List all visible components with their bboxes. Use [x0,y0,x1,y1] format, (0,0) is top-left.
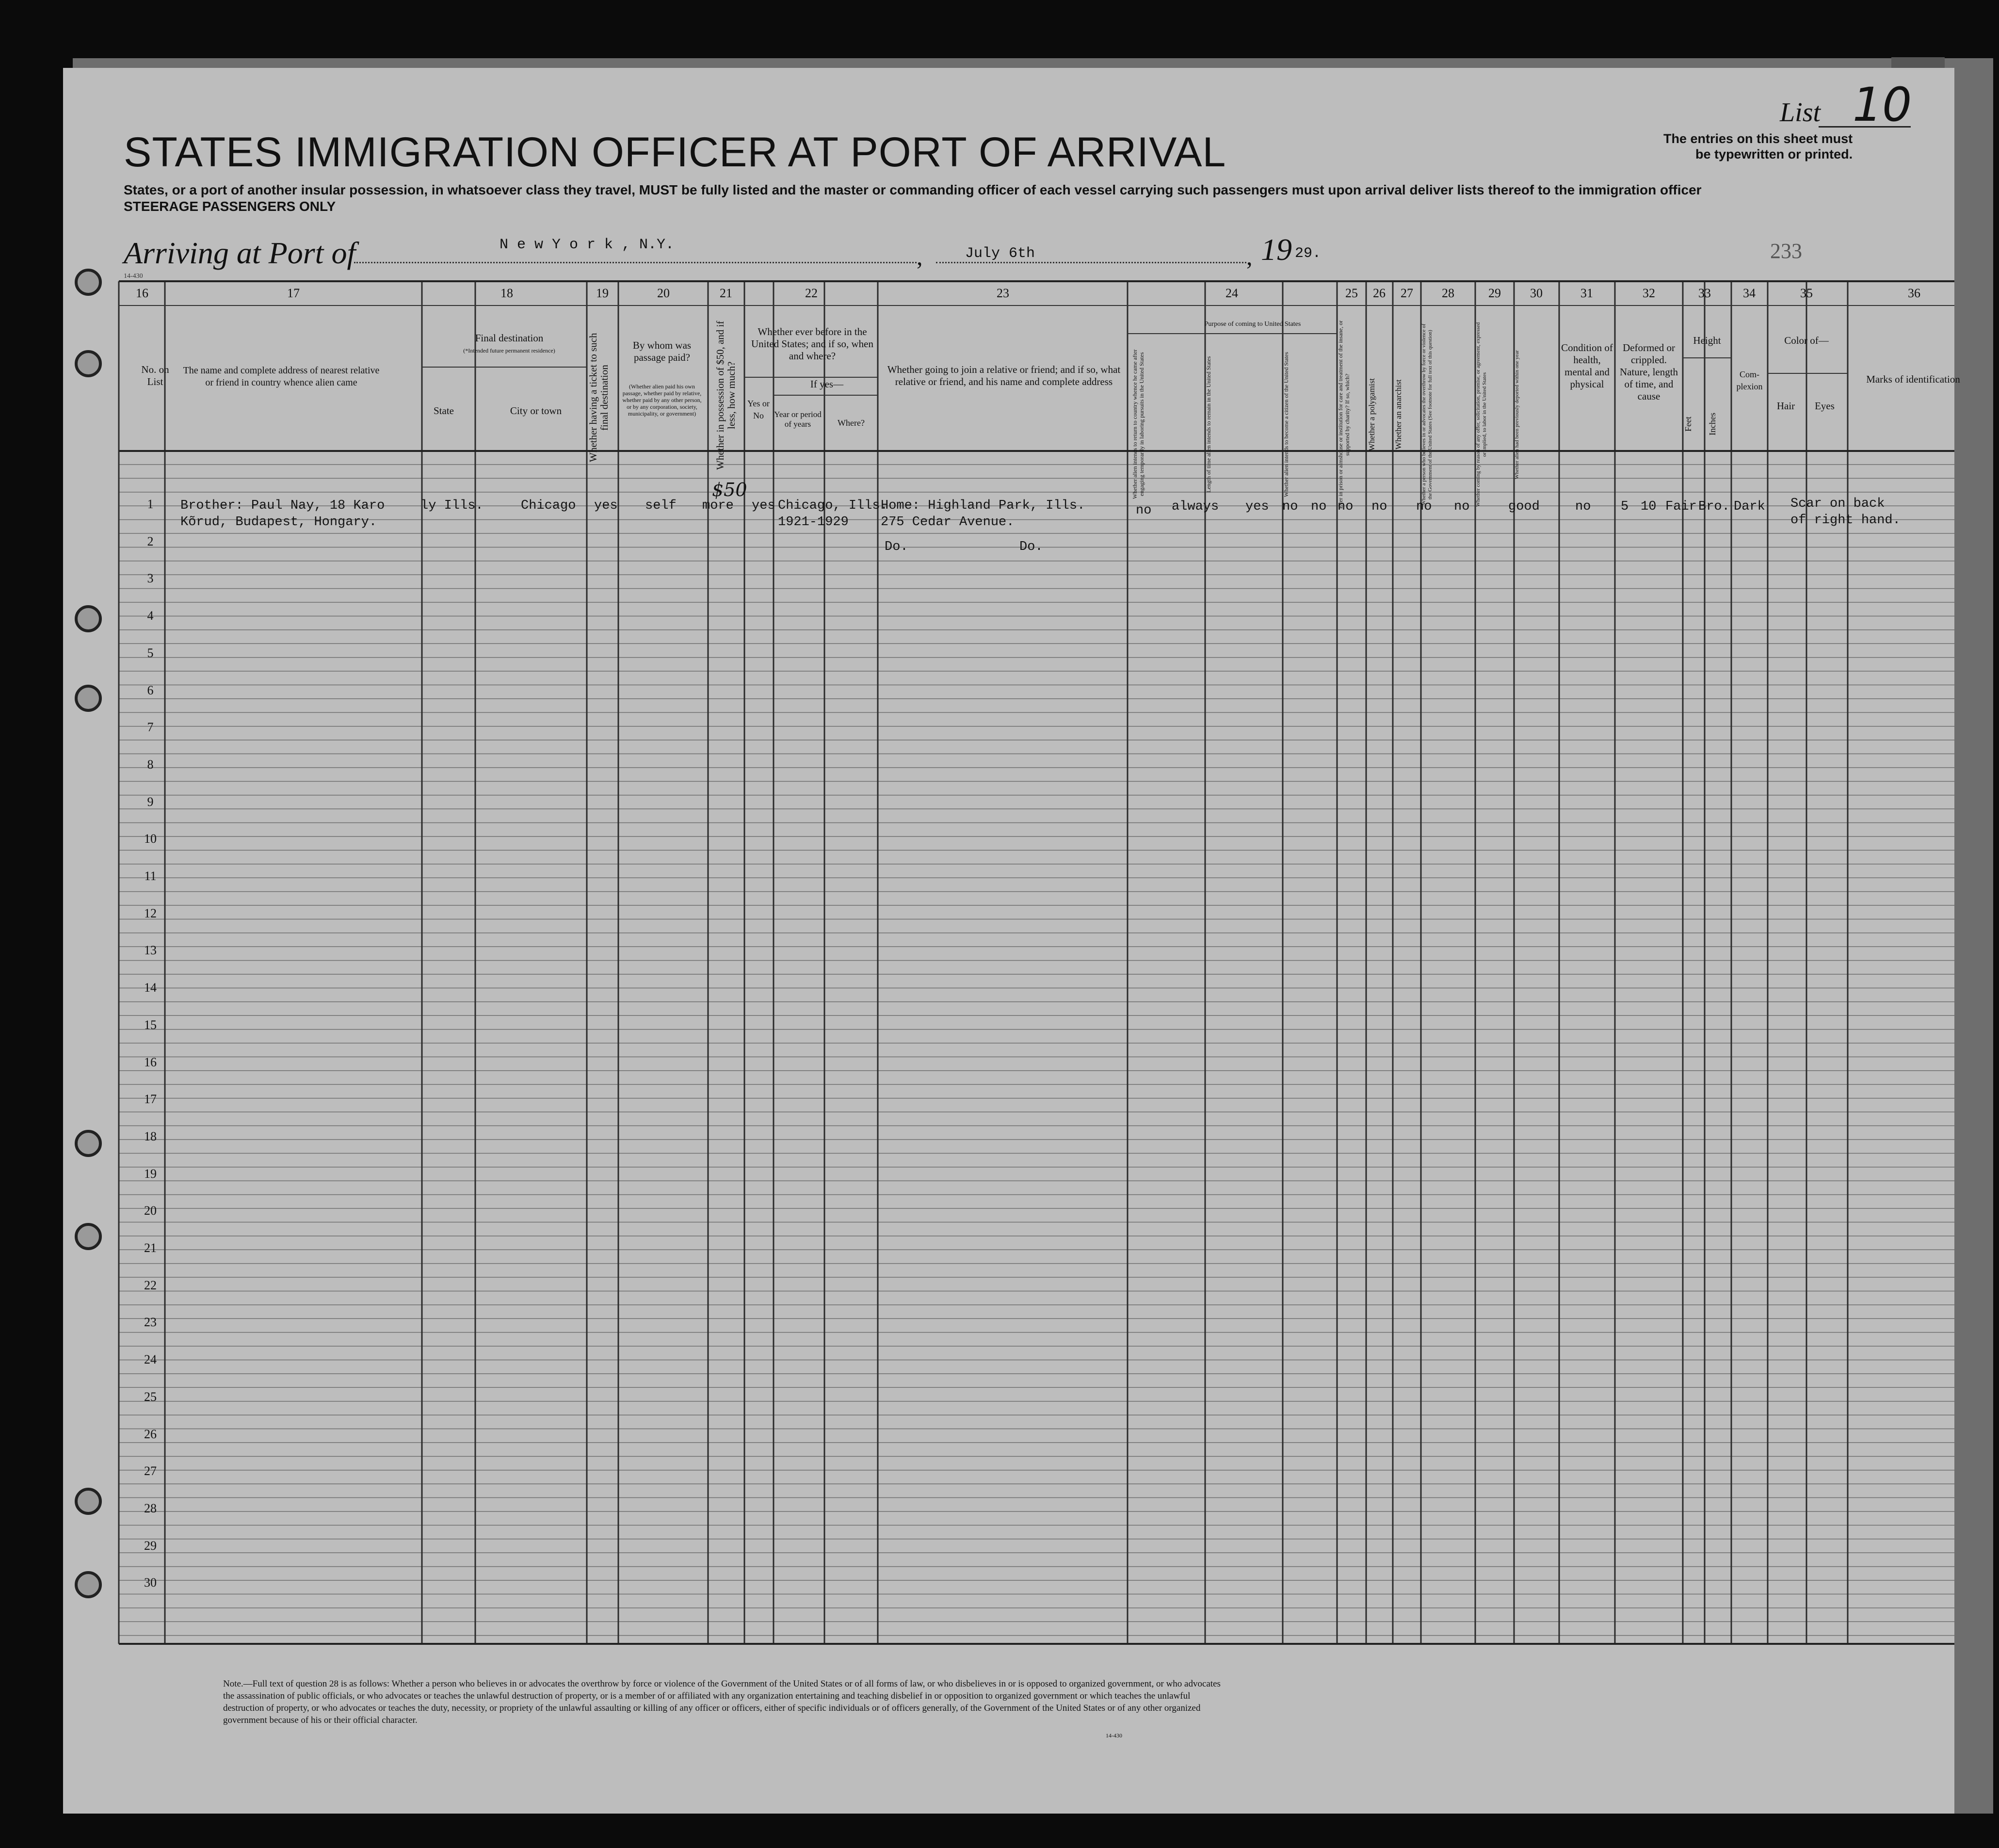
state-value: ly Ills. [420,498,484,513]
header-year-period: Year or period of years [774,410,822,429]
header-passage-paid: By whom was passage paid? [632,339,692,363]
header-possession: Whether in possession of $50, and if less, how much? [714,321,737,470]
row-number: 2 [147,534,154,548]
eyes-value: Dark [1734,499,1765,514]
row-number: 14 [144,980,157,995]
header-purpose: Purpose of coming to United States [1204,321,1301,328]
row-number: 17 [144,1092,157,1107]
anarchist-value: no [1338,499,1354,514]
typewritten-notice: The entries on this sheet must be typewritten or printed. [1663,131,1853,161]
join-line-1: Home: Highland Park, Ills. [881,498,1085,513]
header-final-destination-note: (*Intended future permanent residence) [463,347,555,354]
column-number: 19 [596,286,609,300]
length-value: always [1172,499,1219,514]
column-number: 20 [657,286,670,300]
paid-by-value: self [645,498,677,513]
marks-line-2: of right hand. [1790,513,1901,528]
row-number: 27 [144,1464,157,1478]
column-number: 29 [1488,286,1501,300]
polygamist-value: no [1311,499,1327,514]
header-q29: Whether coming by reason of any offer, solicitation, promise, or agreement, expressed or implied, to labor in the United States [1475,322,1487,507]
row2-ditto-a: Do. [885,540,908,554]
column-number: 17 [287,286,300,300]
return-value: no [1136,503,1152,518]
row2-ditto-b: Do. [1019,540,1043,554]
header-inches: Inches [1708,413,1717,436]
column-number: 32 [1643,286,1655,300]
column-number: 27 [1401,286,1413,300]
year-prefix: 19 [1261,232,1292,267]
list-number: 10 [1853,78,1912,132]
column-number: 16 [136,286,148,300]
list-label: List [1780,97,1821,128]
complexion-value: Fair [1665,499,1697,514]
before-yes-value: yes [752,498,775,513]
row-number: 12 [144,906,157,920]
footnote-form-number: 14-430 [1106,1732,1122,1739]
q30-value: no [1454,499,1470,514]
column-number: 26 [1373,286,1386,300]
citizen-value: yes [1245,499,1269,514]
footnote: Note.—Full text of question 28 is as follows: Whether a person who believes in or advocates the overthrow by force or violence of the Government of the United States or of all forms of law, or who disbelieves in or is opposed to organized government, or who advocates the assassination of public officials, or who advocates or teaches the unlawful destruction of property, or is a member of or affiliated with any organization entertaining and teaching disbelief in or opposition to organized government or which teaches the unlawful destruction of property, or who advocates or teaches the duty, necessity, or propriety of the unlawful assaulting or killing of any officer or officers, either of specific individuals or of officers generally, of the Government of the United States or of any other organized government because of his or their official character. [223,1679,1221,1725]
header-hair: Hair [1776,400,1795,412]
row-number: 20 [144,1204,157,1218]
date-value: July 6th [965,245,1035,262]
header-marks: Marks of identification [1866,373,1960,385]
column-number: 36 [1908,286,1920,300]
header-ticket: Whether having a ticket to such final destination [587,333,610,463]
header-passage-paid-note: (Whether alien paid his own passage, whether paid by relative, whether paid by any other person, or by any corporation, society, municipality, or government) [622,383,702,417]
row-number: 7 [147,720,154,735]
q28-value: no [1371,499,1387,514]
header-state: State [434,405,454,417]
header-color-of: Color of— [1784,335,1829,346]
possession-value: more [702,498,734,513]
column-number: 34 [1743,286,1756,300]
row-number: 13 [144,943,157,958]
column-number: 30 [1530,286,1543,300]
row-number: 29 [144,1538,157,1553]
header-join-relative: Whether going to join a relative or friend; and if so, what relative or friend, and his name and complete address [887,364,1121,387]
column-number: 31 [1580,286,1593,300]
column-number: 22 [805,286,818,300]
column-number: 18 [500,286,513,300]
inches-value: 10 [1641,499,1657,514]
row-number: 11 [144,869,157,883]
row-number: 4 [147,609,154,623]
table-grid [63,68,1954,1814]
ticket-value: yes [594,498,618,513]
header-where: Where? [838,418,865,428]
binding-hole [75,685,102,712]
row-number: 28 [144,1501,157,1515]
city-value: Chicago [521,498,576,513]
column-number: 35 [1800,286,1813,300]
binding-hole [75,1223,102,1250]
deformed-value: no [1575,499,1591,514]
header-deformed: Deformed or crippled. Nature, length of time, and cause [1619,342,1678,402]
feet-value: 5 [1621,499,1629,514]
row-number: 5 [147,645,154,660]
binding-hole [75,605,102,632]
row-number: 22 [144,1278,157,1292]
header-polygamist: Whether a polygamist [1367,378,1376,451]
column-number: 25 [1345,286,1358,300]
header-condition: Condition of health, mental and physical [1561,342,1613,390]
header-prison: Ever in prison or almshouse or institution for care and treatment of the insane, or supported by charity? If so, which? [1337,320,1351,509]
row-number: 9 [147,794,154,809]
page-stamp: 233 [1770,239,1802,263]
marks-line-1: Scar on back [1790,497,1885,511]
column-number: 24 [1225,286,1238,300]
header-eyes: Eyes [1815,400,1835,412]
port-value: N e w Y o r k , N.Y. [500,237,675,253]
header-ever-before: Whether ever before in the United States; and if so, when and where? [751,326,873,362]
binding-hole [75,1488,102,1515]
row-number: 3 [147,571,154,586]
binding-hole [75,350,102,377]
column-number: 21 [720,286,732,300]
header-q30: Whether alien had been previously deported within one year [1514,350,1520,479]
header-height: Height [1693,335,1721,346]
row-number: 21 [144,1241,157,1255]
header-complexion: Com-plexion [1736,370,1763,391]
header-yes-or-no: Yes or No [747,399,770,420]
date-comma: , [1246,243,1253,270]
column-number: 33 [1698,286,1711,300]
port-comma: , [917,243,923,270]
header-no-on-list: No. on List [141,364,169,387]
header-anarchist: Whether an anarchist [1394,379,1403,450]
relative-line-1: Brother: Paul Nay, 18 Karo [180,498,385,513]
form-number: 14-430 [124,273,143,280]
row-number: 1 [147,497,154,511]
row-number: 15 [144,1017,157,1032]
header-purpose-length: Length of time alien intends to remain in the United States [1205,356,1212,493]
hair-value: Bro. [1698,499,1730,514]
manifest-sheet [63,68,1960,1814]
row-number: 30 [144,1575,157,1590]
row-number: 19 [144,1166,157,1181]
subtitle: States, or a port of another insular possession, in whatsoever class they travel, MUST be fully listed and the master or commanding officer of each vessel carrying such passengers must upon arrival deliver lists thereof to the immigration officer STEERAGE PASSENGERS ONLY [124,182,1702,214]
row-number: 24 [144,1352,157,1367]
before-where-value: Chicago, Ills. [778,498,888,513]
column-number: 28 [1442,286,1454,300]
row-number: 10 [144,832,157,846]
q29-value: no [1416,499,1432,514]
before-years-value: 1921-1929 [778,515,849,530]
join-line-2: 275 Cedar Avenue. [881,515,1015,530]
year-suffix: 29. [1295,245,1322,262]
header-nearest-relative: The name and complete address of nearest relative or friend in country whence alien came [183,365,380,388]
possession-handwritten: $50 [712,479,747,500]
row-number: 6 [147,683,154,697]
row-number: 8 [147,757,154,771]
binding-hole [75,1571,102,1598]
row-number: 16 [144,1055,157,1069]
header-final-destination: Final destination [475,332,544,344]
header-purpose-return: Whether alien intends to return to country whence he came after engaging temporarily in laboring pursuits in the United States [1131,349,1145,499]
row-number: 25 [144,1389,157,1404]
row-number: 23 [144,1315,157,1330]
page-title: STATES IMMIGRATION OFFICER AT PORT OF ARRIVAL [124,129,1226,176]
row-number: 26 [144,1427,157,1441]
header-feet: Feet [1683,417,1693,432]
arriving-label: Arriving at Port of [124,236,356,270]
relative-line-2: Kõrud, Budapest, Hongary. [180,515,377,530]
binding-hole [75,1130,102,1157]
prison-value: no [1282,499,1298,514]
header-q28: Whether a person who believes in or advocates the overthrow by force or violence of the Government of the United States (See footnote for full text of this question) [1421,323,1433,506]
row-number: 18 [144,1129,157,1143]
header-purpose-citizen: Whether alien intends to become a citizen of the United States [1283,352,1290,497]
header-if-yes: If yes— [810,378,844,390]
binding-hole [75,269,102,296]
column-number: 23 [997,286,1009,300]
health-value: good [1508,499,1540,514]
header-city: City or town [510,405,562,417]
